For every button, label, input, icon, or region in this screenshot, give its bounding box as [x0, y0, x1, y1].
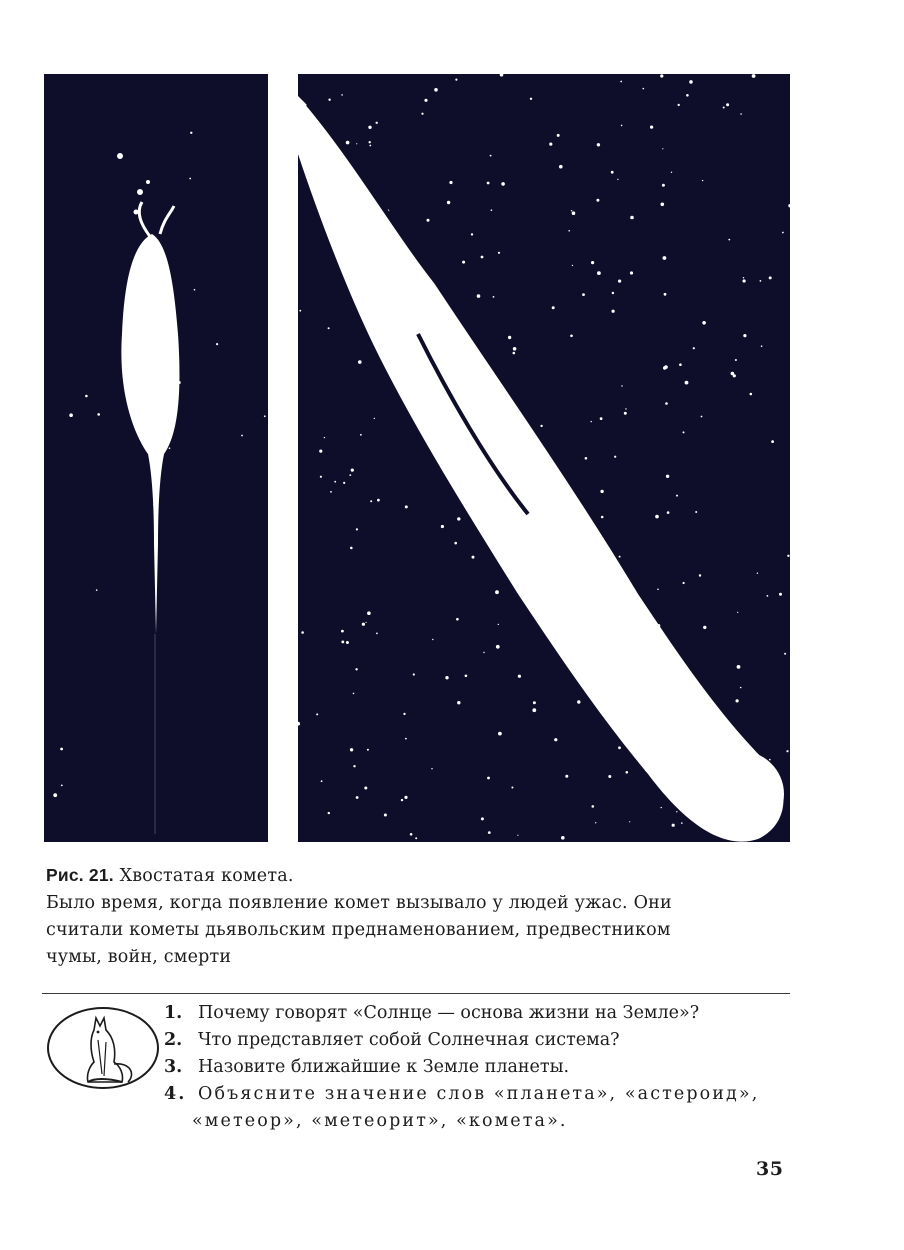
star	[346, 141, 350, 145]
comet-photo-left	[44, 74, 268, 842]
star	[367, 611, 371, 615]
star	[491, 209, 493, 211]
star	[723, 107, 725, 109]
star	[481, 256, 484, 259]
star	[683, 582, 685, 584]
star	[299, 310, 301, 312]
star	[788, 204, 790, 207]
star	[85, 395, 88, 398]
star	[629, 821, 630, 822]
star	[511, 787, 513, 789]
caption-line: считали кометы дьявольским преднаменованием, предвестником	[46, 920, 671, 940]
star	[608, 775, 611, 778]
star	[549, 143, 552, 146]
star	[316, 713, 318, 715]
star	[320, 476, 322, 478]
star	[496, 645, 500, 649]
star	[554, 738, 557, 741]
question-number: 4.	[164, 1084, 187, 1104]
star	[346, 641, 349, 644]
star	[596, 199, 599, 202]
star	[662, 148, 663, 149]
star	[403, 713, 405, 715]
star	[328, 812, 330, 814]
star	[779, 593, 782, 596]
star	[663, 256, 667, 260]
star	[743, 277, 744, 278]
star	[495, 590, 499, 594]
question-number: 3.	[164, 1057, 183, 1077]
star	[611, 171, 614, 174]
star	[472, 556, 475, 559]
star	[190, 132, 192, 134]
star	[625, 408, 626, 409]
star	[750, 393, 753, 396]
star	[571, 210, 572, 211]
star	[353, 765, 355, 767]
star	[532, 708, 536, 712]
star	[585, 457, 588, 460]
star	[617, 179, 618, 180]
star	[368, 126, 371, 129]
star	[782, 232, 784, 234]
star	[618, 746, 621, 749]
star	[702, 321, 706, 325]
star	[671, 172, 672, 173]
comet-left-body	[121, 234, 179, 634]
star	[364, 787, 367, 790]
star	[194, 289, 196, 291]
star	[592, 805, 595, 808]
star	[60, 748, 63, 751]
star	[650, 126, 653, 129]
star	[471, 233, 473, 235]
star	[693, 347, 695, 349]
review-questions	[164, 1000, 804, 1135]
star	[487, 777, 490, 780]
star	[241, 435, 243, 437]
figure-number: Рис. 21.	[46, 865, 114, 885]
star	[427, 219, 430, 222]
star	[618, 280, 621, 283]
star	[591, 261, 594, 264]
star	[702, 180, 703, 181]
question-number: 1.	[164, 1003, 183, 1023]
star	[600, 490, 603, 493]
star	[369, 141, 371, 143]
star	[508, 336, 511, 339]
star	[445, 676, 448, 679]
star	[736, 699, 739, 702]
star	[664, 293, 667, 296]
figure-caption	[46, 862, 806, 971]
star	[621, 385, 622, 386]
star	[757, 573, 758, 574]
star	[601, 516, 604, 519]
star	[410, 833, 413, 836]
star	[540, 425, 542, 427]
star	[561, 836, 565, 840]
star	[356, 528, 358, 530]
star	[621, 125, 623, 127]
star	[769, 276, 772, 279]
star	[351, 469, 354, 472]
star	[477, 294, 481, 298]
star	[493, 296, 495, 298]
star	[169, 447, 171, 449]
star	[600, 417, 603, 420]
star	[449, 181, 452, 184]
star	[570, 335, 573, 338]
star	[334, 481, 336, 483]
star	[376, 122, 378, 124]
star	[501, 182, 505, 186]
star	[328, 99, 330, 101]
comet-photo-right	[298, 74, 790, 842]
star	[441, 525, 444, 528]
star	[665, 402, 668, 405]
star	[377, 499, 380, 502]
star	[424, 99, 427, 102]
star	[530, 98, 532, 100]
star	[743, 279, 746, 282]
star	[784, 653, 786, 655]
star	[695, 511, 697, 513]
comet-right-head	[692, 750, 784, 838]
star	[699, 574, 701, 576]
star	[761, 345, 763, 347]
star	[413, 673, 415, 675]
star	[455, 79, 457, 81]
star	[490, 155, 492, 157]
star	[597, 143, 600, 146]
star	[760, 280, 762, 282]
star	[740, 687, 742, 689]
question-text: Объясните значение слов «планета», «астероид»,	[198, 1084, 760, 1104]
comet-right-drawing	[298, 74, 790, 842]
star	[465, 675, 468, 678]
star	[552, 306, 555, 309]
star	[771, 440, 774, 443]
star	[786, 750, 788, 752]
star	[341, 630, 344, 633]
star	[355, 668, 357, 670]
star	[572, 265, 573, 266]
question-text: Почему говорят «Солнце — основа жизни на Земле»?	[198, 1003, 700, 1023]
star	[513, 352, 516, 355]
star	[737, 612, 738, 613]
star	[769, 759, 771, 761]
star	[447, 201, 450, 204]
star	[366, 622, 367, 623]
star	[370, 500, 372, 502]
star	[456, 618, 459, 621]
star	[582, 293, 585, 296]
star	[376, 633, 378, 635]
star	[189, 178, 191, 180]
star	[324, 437, 325, 438]
star	[667, 511, 670, 514]
star	[341, 94, 343, 96]
question-number: 2.	[164, 1030, 183, 1050]
star	[341, 641, 344, 644]
star	[597, 271, 601, 275]
star	[726, 103, 729, 106]
star	[360, 434, 362, 436]
question-item	[164, 1027, 804, 1054]
star	[657, 589, 659, 591]
star	[787, 555, 789, 557]
star	[517, 835, 518, 836]
star	[661, 807, 662, 808]
star	[743, 334, 746, 337]
star	[678, 104, 680, 106]
question-item	[164, 1054, 804, 1081]
star	[457, 517, 460, 520]
star	[97, 413, 100, 416]
star	[500, 74, 504, 77]
star	[319, 450, 322, 453]
question-text-continuation: «метеор», «метеорит», «комета».	[192, 1111, 568, 1131]
star	[737, 665, 741, 669]
star	[626, 771, 629, 774]
star	[61, 785, 63, 787]
star	[457, 701, 460, 704]
star	[298, 722, 300, 726]
star	[620, 81, 622, 83]
caption-line: Было время, когда появление комет вызывало у людей ужас. Они	[46, 893, 672, 913]
star	[264, 415, 266, 417]
star	[432, 639, 433, 640]
star	[686, 94, 689, 97]
star	[728, 239, 730, 241]
star	[498, 624, 499, 625]
star	[767, 595, 769, 597]
star	[518, 675, 521, 678]
star	[559, 165, 563, 169]
star	[405, 738, 407, 740]
star	[683, 431, 685, 433]
star	[679, 363, 682, 366]
star	[374, 418, 375, 419]
star	[404, 796, 407, 799]
comet-left-drawing	[44, 74, 268, 842]
star	[405, 505, 408, 508]
star	[703, 626, 706, 629]
star	[343, 482, 345, 484]
star	[735, 359, 737, 361]
star	[362, 623, 365, 626]
star	[731, 372, 735, 376]
star	[672, 824, 675, 827]
star	[666, 475, 669, 478]
star	[533, 701, 536, 704]
star	[643, 88, 645, 90]
question-text: Назовите ближайшие к Земле планеты.	[198, 1057, 570, 1077]
star	[328, 327, 330, 329]
star	[350, 748, 353, 751]
star	[689, 80, 693, 84]
star	[591, 421, 592, 422]
star	[330, 491, 332, 493]
star	[356, 796, 359, 799]
star	[655, 515, 659, 519]
star	[454, 542, 457, 545]
star	[565, 775, 568, 778]
question-item	[164, 1081, 804, 1135]
star	[685, 381, 689, 385]
star	[676, 811, 677, 812]
star	[664, 365, 668, 369]
fox-icon	[44, 1004, 162, 1092]
star	[619, 556, 621, 558]
star	[630, 271, 633, 274]
star	[434, 88, 438, 92]
star	[572, 211, 576, 215]
star	[676, 495, 678, 497]
star	[488, 831, 491, 834]
section-divider	[42, 993, 790, 994]
star	[369, 145, 371, 147]
star	[462, 261, 465, 264]
star	[415, 837, 417, 839]
star	[69, 413, 73, 417]
star	[740, 113, 742, 115]
star	[614, 456, 616, 458]
caption-title-line	[46, 862, 806, 890]
star	[53, 793, 57, 797]
star	[612, 292, 614, 294]
page-number: 35	[756, 1158, 784, 1180]
star	[483, 652, 484, 653]
star	[421, 113, 423, 115]
star	[216, 343, 218, 345]
star	[367, 749, 369, 751]
star	[681, 822, 683, 824]
star	[612, 310, 615, 313]
star	[301, 631, 304, 634]
star	[353, 693, 355, 695]
star	[384, 814, 387, 817]
star	[431, 768, 432, 769]
star	[661, 203, 665, 207]
question-text: Что представляет собой Солнечная система?	[198, 1030, 620, 1050]
star	[701, 416, 703, 418]
star	[630, 216, 634, 220]
star	[568, 230, 570, 232]
star	[358, 360, 362, 364]
caption-line: чумы, войн, смерти	[46, 947, 232, 967]
figure-title: Хвостатая комета.	[113, 866, 294, 886]
star	[498, 252, 500, 254]
star	[624, 412, 627, 415]
star	[498, 732, 502, 736]
star	[660, 74, 663, 77]
comet-right-tail	[298, 96, 783, 842]
star	[349, 474, 351, 476]
star	[321, 780, 323, 782]
star	[662, 184, 665, 187]
star	[752, 74, 756, 78]
star	[557, 134, 560, 137]
star	[356, 143, 357, 144]
star	[481, 817, 484, 820]
star	[350, 547, 353, 550]
star	[96, 589, 98, 591]
star	[595, 822, 596, 823]
star	[513, 347, 517, 351]
star	[487, 182, 490, 185]
star	[577, 700, 580, 703]
star	[401, 799, 403, 801]
question-item	[164, 1000, 804, 1027]
